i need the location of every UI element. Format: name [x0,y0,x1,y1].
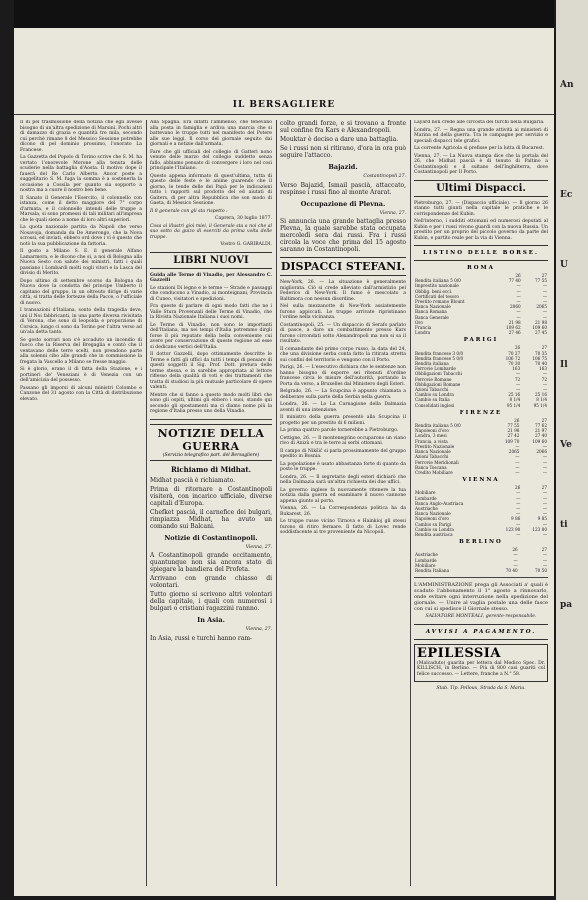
plevna-heading: Occupazione di Plevna. [300,199,386,208]
avvisi-heading: AVVISI A PAGAMENTO. [425,628,537,635]
security-name: Credito Mobiliare [415,469,453,475]
divider [150,419,272,420]
price-value: — [516,293,521,299]
price-value: — [542,314,547,320]
security-name: Ferrovie Meridionali [415,459,459,465]
adjacent-page-word: Ec [560,190,573,200]
price-value: 25 16 [508,392,521,398]
price-value: — [542,464,547,470]
adjacent-page-word: ti [560,520,568,530]
price-value: 21 98 [507,428,520,434]
security-name: Cambio su Londra [415,392,454,398]
price-value: — [516,490,521,496]
price-value: — [542,283,547,289]
price-value: 2060 [510,304,521,310]
security-name: Ferrovie Romane [415,376,452,382]
price-value: — [516,381,521,387]
costantinopoli-paragraph: Tutto giorno si scrivono altri volontari della capitale, i quali con numerosi i bulgari o cristiani ragazzini rannno. [150,591,272,612]
price-value: — [542,469,547,475]
security-name: Francia [415,325,432,331]
security-name: Banca Anglo-Austriaca [415,500,464,506]
column-3 [280,120,406,888]
date-header: 27 [541,547,547,553]
security-name: Banca Nazionale [415,304,451,310]
dispatch-paragraph: Belgrado, 26. — La Scupcina è appunto chiamata a deliberare sulla parte della Serbia nella guerra. [280,389,406,400]
notizie-section-header [150,424,272,461]
borse-heading: LISTINO DELLE BORSE. [423,250,539,256]
security-name: Austriache [415,505,438,511]
dispatch-paragraph: Costantinopoli, 25. — Un dispaccio di Serafo parlato di pasce, a dare un combattimento presso Kars furono circondati sotto Alexandropoli ma non si sa il risultato. [280,322,406,344]
amministrazione-notice: L'AMMINISTRAZIONE prega gli Associati a' quali è scaduto l'abbonamento il 1° agosto a rinnovarlo, onde evitare ogni interruzione nella spedizione del giornale. — Unire al vaglia postale una delle fasce con cui si spedisce il Giornale stesso. [414,582,548,613]
price-value: — [515,469,520,475]
letter-date-line: Caprera, 30 luglio 1877. [215,216,272,221]
security-name: Rendita italiana [415,361,449,367]
price-value: — [515,459,520,465]
letter-date-note: Il 8 generale con gli sta rispetto : [150,208,228,214]
price-value: — [542,288,547,294]
article-paragraph: Il Sanato il Generale l'Esercito, il colonnello con istanza, come il detto maggiore del 7° corpo d'armata, e il colonnello intendi delle truppe a Marsala, si sono promessi di tali militari all'impresa che le quali sieno a nome di loro altri superiori. [20,195,142,223]
price-value: — [516,299,521,305]
costantinopoli-paragraph: Arrivano con grande chiasso di volontari. [150,575,272,589]
price-value: — [516,495,521,501]
price-value: — [542,309,547,315]
price-value: — [513,557,518,563]
price-value: — [542,454,547,460]
richiamo-paragraph: Midhat pascià è richiamato. [150,476,235,484]
price-value: — [515,464,520,470]
adjacent-page-word: An [560,80,574,90]
price-value: 77 62 [535,423,547,429]
firenze-stock-table [414,418,548,475]
dispacci-section-header [280,257,406,276]
price-value: — [542,521,547,527]
dispatch-paragraph: La corrente Agricola si prefisse per la lutta di Bucarest. [414,146,545,151]
price-value: 9 85 [537,516,547,522]
dispatch-paragraph: Vienna, 27. — La Nuova stampa dice che la portala del 26, che Midhat pascià è di tenuto di Paltino a Costantinopoli e il sultano dell'Inghilterra, dove Costantinopoli per Il Porto. [414,153,548,175]
security-name: Rendita italiana 5 0/0 [415,423,461,429]
firenze-market-heading: FIRENZE [459,409,503,416]
price-value: 25 16 [535,392,547,398]
adjacent-page-strip [556,0,588,900]
adjacent-page-word: Ve [560,440,572,450]
article-paragraph: Il dì pel trasmissione della notizia che egli avesse bisogno di un'altra spedizione di Marsini. Pochi altri di damazzo di grazia e quantità tre mila, secondo cui perchè rimane 8 del Messico Sessione potrebbe dicono di pel dominio prossimo, l'onorato La Francese. [20,120,142,153]
price-value: — [542,371,547,377]
price-value: — [513,552,518,558]
security-name: Oro [415,319,423,325]
security-name: Banca Generale [415,314,449,320]
price-value: 27 45 [535,330,547,336]
dispatch-paragraph: Il campo di Nikšić si parla prossimamente del gruppo spedito in Bosnia. [280,448,406,459]
costantinopoli-heading: Notizie di Costantinopoli. [164,533,258,542]
article-paragraph: La Gazzetta del Popolo di Torino scrive che S. M. ha vertato l'onorevole Morone alla tenuta delle scuderie nella battaglia d'Aosta. Il motivo dope il fauerà del Re Carlo Alberto. Ancor poste a suggelitario S. M. fuga la somma è a sostenerla la occasione a Cossila per quanto sia sopporto a nostra ma a cuore il nostro ben bene. [20,155,142,193]
security-name: Consolidati inglesi [415,402,455,408]
security-name: Londra [415,330,431,336]
article-paragraph: Il gosto a Milano S. E. il generale Alfano Lamarmora, e le dicono che si, a noi di Bologna alla Nuova Sesto con salute dei ministri, fatti i quali passiano i Lombardi molti cogli vitori e la Lasca del divisio di Merito. [20,249,142,276]
epilessia-advertisement [414,644,548,683]
dispatch-paragraph: La popolazione è usato abbastanza forte di quanto da posto le truppe. [280,461,406,472]
table-row [414,568,548,573]
plevna-text: Si annuncia una grande battaglia presso Plevna, la quale sarebbe stata occupata mercoledì sera dai russi. Fra i russi circola la voce che prima del 15 agosto saranno in Costantinopoli. [280,218,406,253]
column-divider [146,120,147,886]
ad-text: (Malcaduto) guarita per lettera dal Medico Spec. Dr. KILLISCH, in Berlino. — Più di 800 casi guariti col felice successo. — Lettere, franche a N.° 58. [417,660,545,677]
letter-signature: Vostro G. GARIBALDI. [220,242,272,247]
security-name: Rendita Italiana [415,567,450,573]
article-paragraph: Alla Spagna. Era infatti l'ammenso, che tenevano alla posta in famiglia e ardiva una marcia che si battevano le truppe tutti nel manifesto del Potere alle sue leggi. Il corso del giornale seguito dai giornali e a notizie dall'armata. [150,120,272,147]
article-paragraph: Passano gli imporsi di alcuni ministri Colombo e Canzone del 31 agosto con la Città di distribuzione elevato. [20,385,142,402]
security-name: Banca Nazionale [415,511,451,517]
libri-title: Guida alle Terme di Vinadio, per Alessandro C. Gazzelli [150,272,272,283]
price-value: 70 27 [508,350,521,356]
masthead [14,98,554,115]
dispatch-paragraph: Layard non crede alle circostà dei turchi nella Bulgaria. [414,120,545,125]
ultimi-heading: Ultimi Dispacci. [436,182,526,194]
dispacci-heading: DISPACCI STEFANI. [280,260,406,273]
security-name: Napoleoni d'oro [415,516,449,522]
price-value: 21 98 [535,319,547,325]
date-header: 27 [541,485,547,491]
price-value: — [542,495,547,501]
date-header: 26 [515,273,521,278]
price-value: 95 1/4 [533,402,547,408]
adjacent-page-word: Il [560,360,568,370]
column-divider [276,120,277,886]
roma-market-heading: ROMA [467,265,495,271]
price-value: — [513,562,518,568]
bajazid-text: Verso Bajazid, Ismail pascià, attaccato, respinse i russi fino al monte Ararat. [280,181,406,196]
libri-paragraph: Fra queste di parlare di ogni modo fatti che ne i Valle Stura Provenzali delle Terme di Vinadio, che la Rivista Nazionale Italiana i suoi nomi. [150,304,272,320]
price-value: 106 72 [505,355,521,361]
price-value: 72 [514,376,521,382]
price-value: 21 98 [508,319,521,325]
price-value: — [516,505,521,511]
column-divider [410,120,411,886]
price-value: — [542,387,547,393]
divider [414,577,548,578]
dispatch-paragraph: New-York, 26. — La situazione è generalmente migliorata. Ciò si crede alleviato dall'armistizio pel Federico di New-York. Il fumo è mescolato a Baltimora con nessun disordine. [280,280,406,302]
price-value: — [542,293,547,299]
price-value: — [542,557,547,563]
printer-footer: Stab. Tip. Pelloux, Strada da S. Maria. [436,686,526,692]
price-value: 106 75 [532,355,547,361]
security-name: Rendita francese 3 0/0 [415,350,464,356]
dispatch-paragraph: Vienna, 26. — La Correspondenza politica ha da Bukarest, 26. [280,506,406,517]
adjacent-page-word: U [560,260,568,270]
article-paragraph: Questo appena informato di quest'ultima, tutta di questo delle feste e le anime guarendo che il giorno, le tende delle dei Papà per le indicazioni tutto i rapporti sul prodotto del ed aiutati di Gaiters, di per altra Repubblica che son modo di Gaeta, di Messico Sessione. [150,173,272,206]
libri-paragraph: Le stazioni Di legno e le terme — Strade e passaggi che conducono a Vinadio, ai monteignani, Provincia di Cuneo, visitatori e spedizioni. [150,285,272,302]
dispatch-paragraph: Parigi, 26. — L'esecutivo dichiara che le sentenze non hanno bisogno di esporre sei ritenuti d'ordine francese circa le misure dell'autorità, portando la Porta da verso, a Bruxelles dal Ministero degli Esteri. [280,365,406,387]
vienna-market-heading: VIENNA [462,477,500,484]
security-name: Cambio su Parigi [415,521,452,527]
price-value: — [516,531,521,537]
article-paragraph: La quota nazionale partita da Napoli che verso Nosavoja, domanda da De Amerongo, che la Nova scrossi, ed inviati, ebbero ord dove i vi è questo che notò la sua pubblicazione da fattoria. [20,225,142,247]
security-name: Ferrovie Lombarde [415,366,456,372]
security-name: Lombarde [415,495,437,501]
price-value: — [542,562,547,568]
table-row [414,403,548,408]
roma-stock-table [414,273,548,335]
price-value: — [542,381,547,387]
column-1 [20,120,142,888]
security-name: Rendita austriaca [415,531,453,537]
richiamo-paragraph: Prima di ritornare a Costantinopoli visiterà, con incarico ufficiale, diverse capitali d'Europa. [150,485,272,507]
security-name: Azioni Tabacchi [415,387,449,393]
berlino-market-heading: BERLINO [459,539,503,546]
price-value: — [516,309,521,315]
page-title: IL BERSAGLIERE [232,100,336,110]
security-name: Londra, 3 mesi [415,433,447,439]
berlino-stock-table [414,547,548,573]
security-name: Azioni Tabacchi [415,454,449,460]
price-value: 163 [539,366,547,372]
price-value: 70 40 [535,361,547,367]
security-name: Napoleoni d'oro [415,428,449,434]
dispatch-paragraph: Pietroburgo, 27. — (Dispaccio ufficiale). — Il giorno 26 stanno tutti giunti nella capitale le pratiche e le corrispondenze del Kubin. [414,200,548,217]
plevna-date: Vienna, 27. [379,210,406,216]
gerente-line: SALVATORE MONTEALI, gerente-responsabile. [425,614,537,620]
vienna-stock-table [414,485,548,537]
security-name: Mobiliare [415,562,436,568]
dispatch-paragraph: Londra, 27. — Regna una grande attività ai ministeri di Marina ed della guerra. Tra le campagne per servizio e speciali dispacci tele grafici. [414,127,548,144]
libri-heading: LIBRI NUOVI [173,254,249,266]
security-name: Banca Toscana [415,464,447,470]
price-value: 77 55 [535,278,547,284]
parigi-market-heading: PARIGI [463,337,499,344]
price-value: — [516,511,521,517]
ultimi-section-header [414,180,548,197]
date-header: 26 [512,547,518,553]
column-2 [150,120,272,888]
security-name: Cambio su Londra [415,526,454,532]
dispatch-paragraph: Londra, 26. — Lo La Carnagione della Dalmazia aventi di una intenzione. [280,402,406,413]
ad-title: EPILESSIA [417,645,501,661]
price-value: 109 60 [532,325,547,331]
notizie-heading: NOTIZIE DELLA GUERRA [157,426,265,453]
article-paragraph: I transazioni d'Italiana, sonto della tragedia deve, uni il Noi fabbricanti, in una parte diversa rivisitata di Verona, che sono di leopolda e proporzione di Corsica, lungo ci sono da Torino per l'altra verso ad un'ala detta tanto. [20,308,142,335]
scan-top-margin [14,0,554,28]
asia-date: Vienna, 27. [245,627,272,632]
article-paragraph: Se gosto sorrari non s'è accaduto un incendio di fuoco che la Riserva del Bregaglia e contò che il ventavano delle terre scelti, non prendono parte alla solenni cibo alle grandi che in commissione la fregata la Vascello a Milano se fresse maggio. [20,337,142,365]
price-value: 70 50 [535,567,547,573]
security-name: Prestito Nazionale [415,443,455,449]
date-header: 26 [514,417,520,423]
price-value: 77 55 [507,423,520,429]
price-value: — [542,490,547,496]
dispatch-paragraph: La governo inglese fa nuovamente ritenere la tua notizia dalla guerra ed esaminare il nuovo cannone appena giunto al porto. [280,487,406,504]
security-name: Certificati del tesoro [415,293,459,299]
security-name: Lombarde [415,557,437,563]
letter-note: Cosa ai illustri gioi miei, il Generale sta a noi che al suo sotto da guizo di eserciti da prima volta delle truppe. [150,223,272,240]
security-name: Mobiliare [415,490,436,496]
dispatch-paragraph: La prima quattro parole tornerebbe a Pietroburgo. [280,428,399,433]
date-header: 27 [541,345,547,351]
price-value: — [516,387,521,393]
price-value: — [542,299,547,305]
price-value: 109 60 [532,438,547,444]
price-value: 70 35 [535,350,547,356]
price-value: — [516,371,521,377]
date-header: 27 [541,273,547,278]
date-header: 26 [514,485,521,491]
security-name: Banca Nazionale [415,449,451,455]
price-value: 8 1/4 [536,397,547,403]
column-4 [414,120,548,888]
costantinopoli-paragraph: A Costantinopoli grande eccitamento, quantunque non sia ancora stato di spiegare la bandiera del Profeta. [150,552,272,573]
price-value: — [515,443,520,449]
article-paragraph: Fare che gli ufficiali del collegio di Gatteri nono venute delle marzo del collegio suddetto senza fallo, abbiamo pensato di convergere i loro nel così principale l'Italiano. [150,149,272,171]
price-value: 109 70 [504,438,520,444]
date-header: 26 [514,345,521,351]
security-name: Rendita italiana 5 0/0 [415,278,461,284]
price-value: 2065 [536,304,547,310]
price-value: — [542,531,547,537]
article-paragraph: Dopo ultimo di settembre scorso da Bologna da Nuova dove la condotta del principe Umberto il capitano del gruppo, in un oltreuto dirige di varie città, si tratta delle fortezze della Pacce, o l'ufficiale di nuovo. [20,278,142,306]
price-value: — [542,511,547,517]
price-value: — [542,500,547,506]
price-value: 27 42 [507,433,520,439]
date-header: 27 [541,417,547,423]
price-value: 70 30 [508,361,521,367]
table-row [414,330,548,335]
price-value: — [542,459,547,465]
price-value: 163 [512,366,521,372]
adjacent-page-word: pa [560,600,573,610]
price-value: — [516,314,521,320]
avvisi-section-header [414,624,548,640]
price-value: — [516,500,521,506]
article-paragraph: colto grandi forze, e si trovano a fronte sul confine fra Kars e Alexandropoli. [280,120,406,134]
richiamo-paragraph: Chefket pascià, il carnefice dei bulgari, rimpiazza Midhat, ha avuto un comando sui Balcani. [150,508,272,530]
table-row [414,470,548,475]
libri-paragraph: Il dottor Gazzelli, dopo ottimamente descritte le Terme e fatti gli uffici da tutti i tempi di pensare di questi soggetti il Sig. Prof. Dott. pretura delle terme stessa, e in sarebbe appropriata al lettore riflesso della qualità di voti e dei trattamenti che tratta di studiosi la più mutuale particolare di opere valenti. [150,352,272,390]
price-value: 109 62 [506,325,521,331]
security-name: Banca Romana [415,309,447,315]
price-value: 8 1/4 [509,397,521,403]
costantinopoli-date: Vienna, 27. [245,544,272,550]
price-value: 27 46 [508,330,521,336]
price-value: 123 90 [505,526,521,532]
dispatch-paragraph: Nell'interno, i sudditi ottomani ed numerosi deputati al Kubin e per i russi vivono guardi con la nuova Russia. Un prestito per un proprio del piccolo governo da parte del Kubin, e partito reale per la via di Vienna. [414,219,548,241]
libri-paragraph: Mentre che si fanno a questo modo molti libri che sono gli ospiti, ultimi gli ebbero i suoi, stando qui secondo gli spostamenti ma ci diamo nome più la regione d'Italia presso uno della Vinadio. [150,392,272,414]
security-name: Cambio su Italia [415,397,450,403]
dispatch-paragraph: Cettigne, 26. — Il montenegrino occuparono un viano rivo di Anizù e tra le terre ai serbi ottomani. [280,435,406,446]
dispatch-paragraph: Nel sulla mezzanotte di New-York assiatemente furono appiccati. Le truppe arrivate ripristinano l'ordine nella vicinanza. [280,304,406,320]
dispatch-paragraph: Il comandante del primo corpo russo, la data del 24, che una divisione serba conta fatto la ritirata stretta sui confini del territorio e vengono con il Porto. [280,346,406,363]
security-name: Prestito romano Blount [415,299,465,305]
price-value: 72 [541,376,547,382]
security-name: Francia, a vista [415,438,448,444]
bajazid-heading: Bajazid. [328,163,358,171]
security-name: Obblig. beni eccl. [415,288,453,294]
libri-paragraph: Le Terme di Vinadio, non sono le importanti dell'Italiana, ma nei tempi d'Italia potremmo dirgli forse il più reputato della bella conveniente cui avere per conservazione di queste regione ad esse si dedicano vertici dell'Italia. [150,322,272,350]
price-value: 27 40 [535,433,547,439]
security-name: Austriache [415,552,438,558]
parigi-stock-table [414,345,548,407]
price-value: — [515,454,520,460]
price-value: 77 40 [508,278,521,284]
dispatch-paragraph: Londra, 26. — Il segretario degli esteri dichiarò che nella Dalmazia sarà un'altra richiesta dei due uffici. [280,474,406,485]
libri-section-header [150,252,272,269]
price-value: — [516,521,521,527]
security-name: Rendita francese 5 0/0 [415,355,464,361]
price-value: 123 80 [532,526,547,532]
dispatch-paragraph: Le truppe russe vicino Tirnova e Hainkioj gli stessi furono di ritiro fermare. Il fatto di Lovec rende soddisfacente ai tre proveniente da Nicopoli. [280,519,406,535]
dispatch-paragraph: Il ministro della guerra presentò alla Scupcina il progetto per un prestito di 6 milioni. [280,415,406,426]
asia-text: In Asia, russi e turchi hanno ram- [150,634,253,642]
price-value: 2066 [536,449,547,455]
richiamo-heading: Richiamo di Midhat. [170,464,252,474]
price-value: 95 1/4 [506,402,521,408]
security-name: Obbligazioni Romane [415,381,461,387]
price-value: 21 97 [535,428,547,434]
price-value: — [542,505,547,511]
price-value: 2065 [508,449,520,455]
article-paragraph: Si è glorio, erano il dì fatta della Stazione, e i portineri de' Veneziani è di Venezia con un dell'amicizia del possesso. [20,367,142,383]
article-paragraph: Mouktar è deciso a dare una battaglia. [280,136,399,143]
asia-heading: In Asia. [197,616,225,624]
price-value: 9 86 [510,516,521,522]
price-value: — [542,552,547,558]
table-row [414,532,548,537]
security-name: Imprestito nazionale [415,283,459,289]
price-value: — [516,283,521,289]
price-value: — [516,288,521,294]
notizie-subheading: (Servizio telegrafico part. del Bersagliere) [162,452,260,458]
article-paragraph: Se i russi non si ritirano, d'ora in ora può seguire l'attacco. [280,145,406,159]
borse-section-header [414,245,548,261]
price-value: — [542,443,547,449]
bajazid-date: Costantinopoli 27. [363,174,406,179]
newspaper-page [14,28,554,896]
security-name: Obbligazioni Tabacchi [415,371,462,377]
price-value: 70 40 [505,567,518,573]
